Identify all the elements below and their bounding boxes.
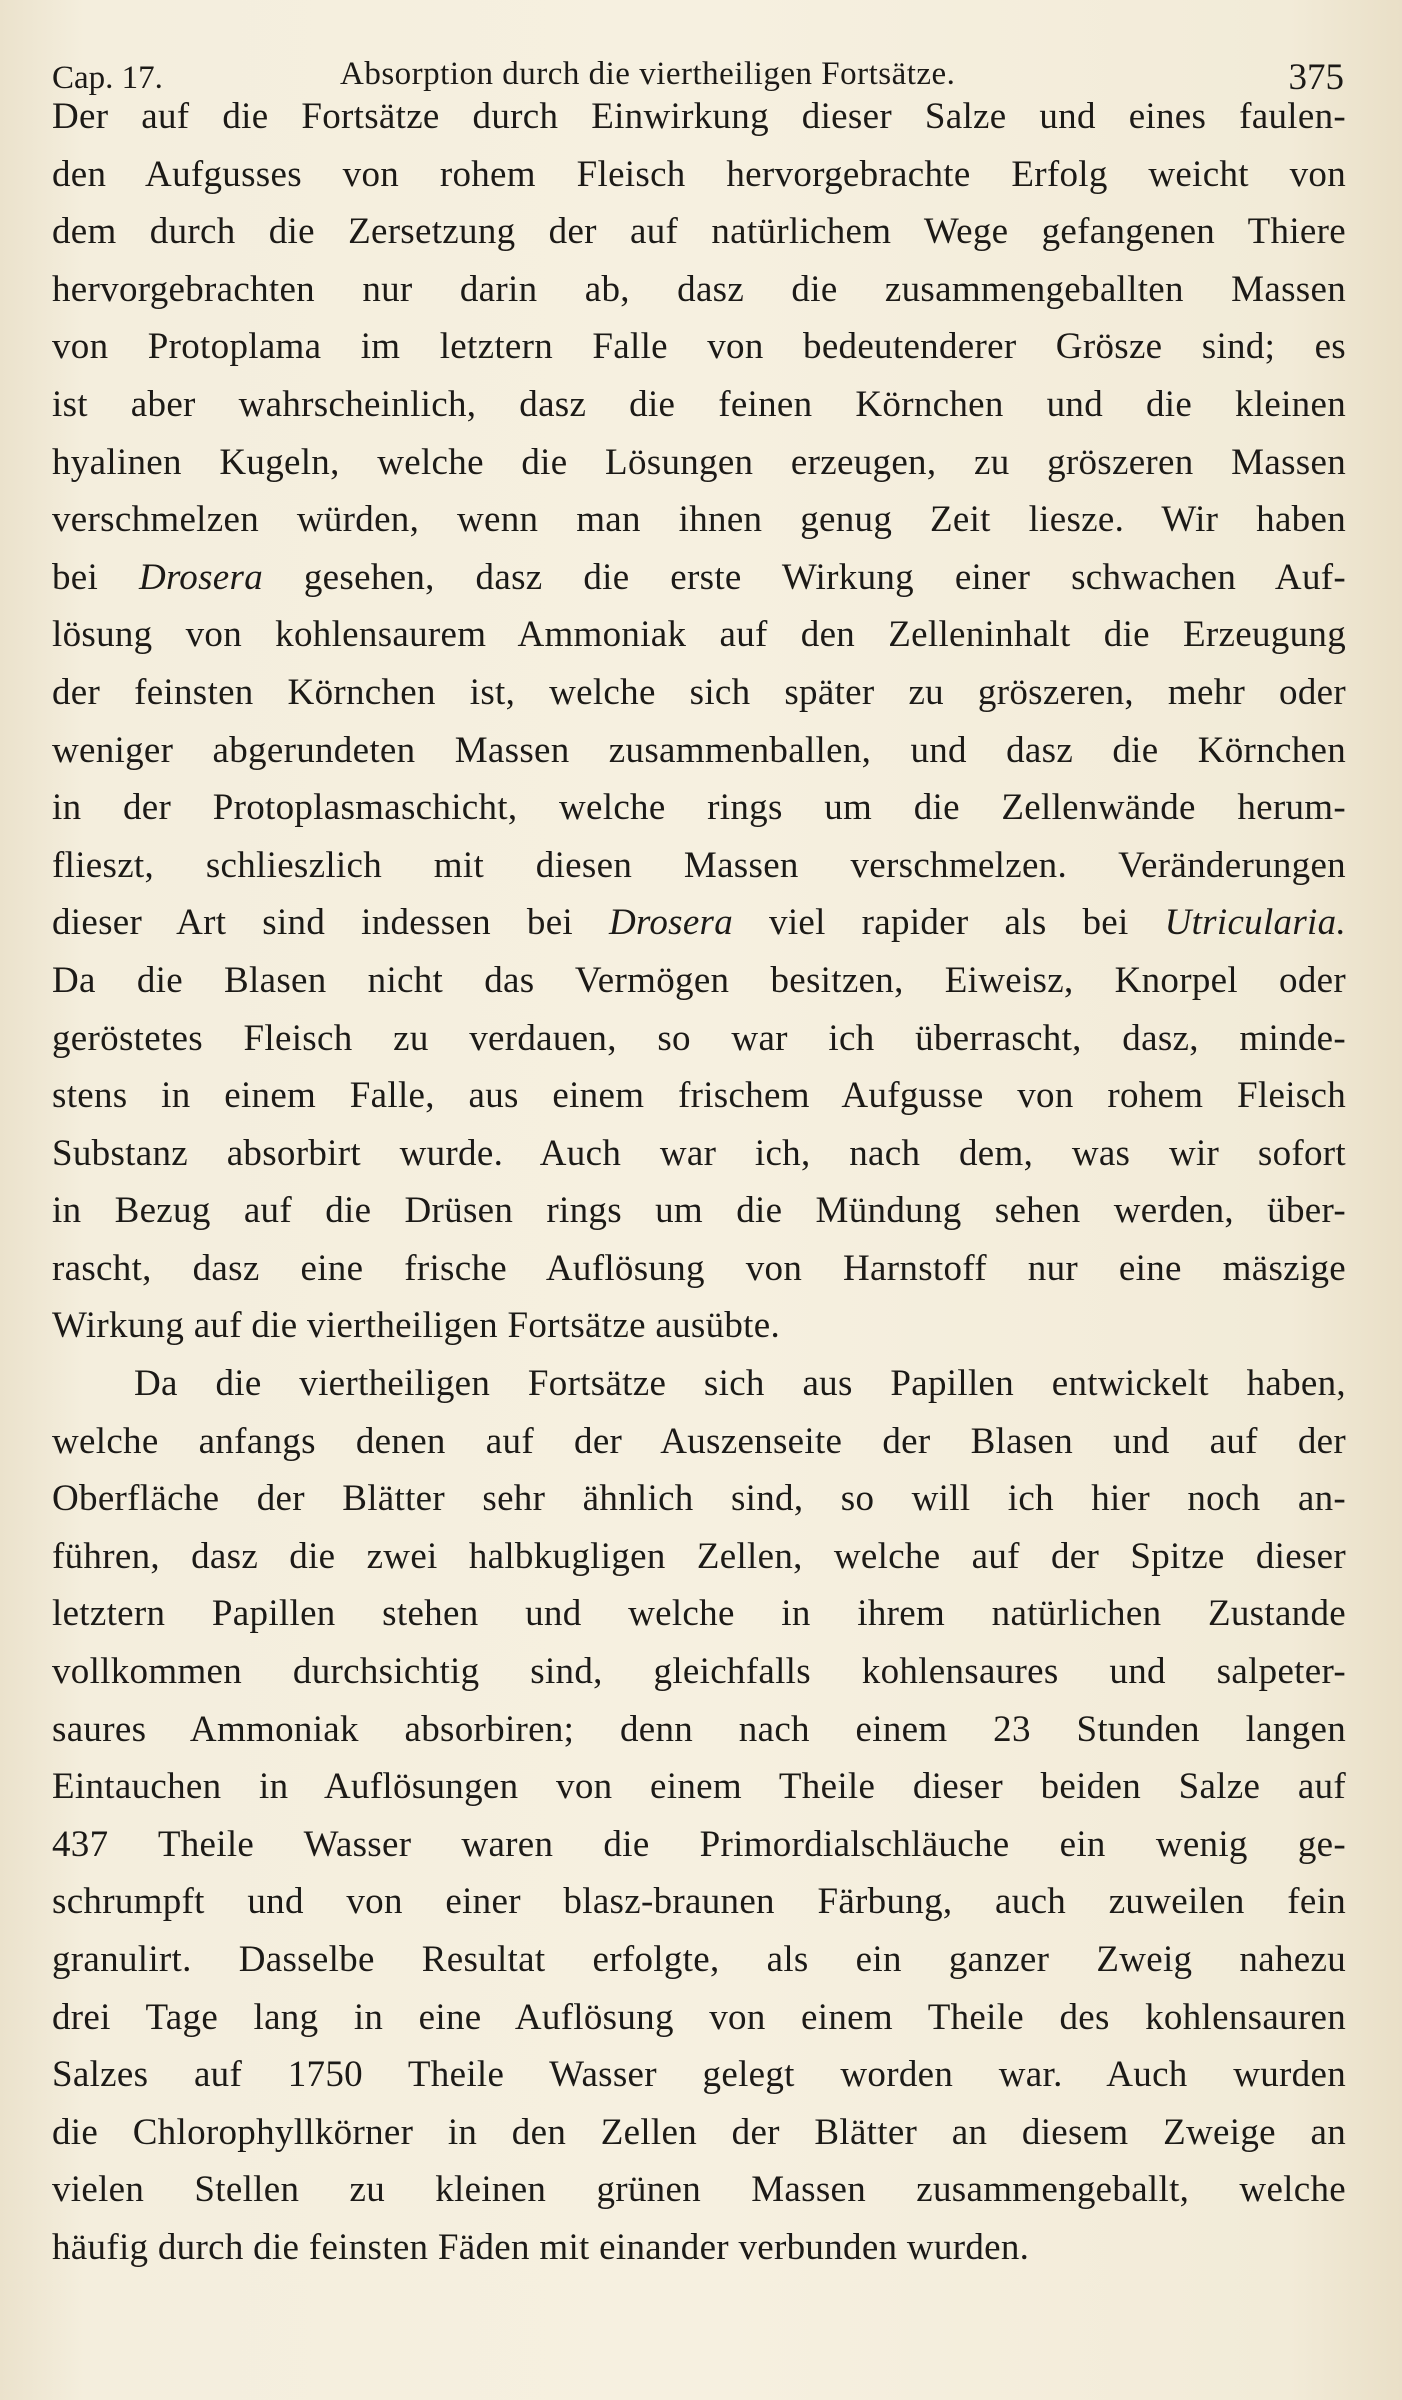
text-line: in Bezug auf die Drüsen rings um die Mündung sehen werden, über- bbox=[52, 1190, 1346, 1232]
page-number: 375 bbox=[1288, 57, 1344, 98]
text-line: lösung von kohlensaurem Ammoniak auf den Zelleninhalt die Erzeugung bbox=[52, 614, 1346, 656]
text-line: bei Drosera gesehen, dasz die erste Wirkung einer schwachen Auf- bbox=[52, 556, 1346, 598]
text-line: stens in einem Falle, aus einem frischem Aufgusse von rohem Fleisch bbox=[52, 1075, 1346, 1117]
text-line: welche anfangs denen auf der Auszenseite der Blasen und auf der bbox=[52, 1420, 1346, 1462]
text-line: hyalinen Kugeln, welche die Lösungen erzeugen, zu gröszeren Massen bbox=[52, 441, 1346, 483]
text-line: der feinsten Körnchen ist, welche sich später zu gröszeren, mehr oder bbox=[52, 671, 1346, 713]
text-line: die Chlorophyllkörner in den Zellen der Blätter an diesem Zweige an bbox=[52, 2111, 1346, 2153]
text-line: häufig durch die feinsten Fäden mit einander verbunden wurden. bbox=[52, 2226, 1030, 2268]
text-line: Der auf die Fortsätze durch Einwirkung dieser Salze und eines faulen- bbox=[52, 96, 1346, 137]
running-title: Absorption durch die viertheiligen Fortsätze. bbox=[340, 56, 956, 92]
text-line: Eintauchen in Auflösungen von einem Theile dieser beiden Salze auf bbox=[52, 1766, 1346, 1808]
text-line: schrumpft und von einer blasz-braunen Färbung, auch zuweilen fein bbox=[52, 1881, 1346, 1923]
text-line: drei Tage lang in eine Auflösung von einem Theile des kohlensauren bbox=[52, 1996, 1346, 2038]
text-line: von Protoplama im letztern Falle von bedeutenderer Grösze sind; es bbox=[52, 326, 1346, 368]
text-line: Salzes auf 1750 Theile Wasser gelegt worden war. Auch wurden bbox=[52, 2054, 1346, 2096]
text-line: granulirt. Dasselbe Resultat erfolgte, als ein ganzer Zweig nahezu bbox=[52, 1939, 1346, 1980]
text-line: saures Ammoniak absorbiren; denn nach einem 23 Stunden langen bbox=[52, 1708, 1346, 1750]
text-line: flieszt, schlieszlich mit diesen Massen verschmelzen. Veränderungen bbox=[52, 844, 1346, 886]
text-line: ist aber wahrscheinlich, dasz die feinen Körnchen und die kleinen bbox=[52, 383, 1346, 425]
text-line: verschmelzen würden, wenn man ihnen genug Zeit liesze. Wir haben bbox=[52, 499, 1346, 541]
italic-term: Utricularia. bbox=[1164, 902, 1346, 944]
text-line: geröstetes Fleisch zu verdauen, so war ich überrascht, dasz, minde- bbox=[52, 1017, 1346, 1059]
body-text bbox=[52, 88, 1346, 2277]
text-line: Substanz absorbirt wurde. Auch war ich, nach dem, was wir sofort bbox=[52, 1132, 1346, 1174]
text-line: Wirkung auf die viertheiligen Fortsätze ausübte. bbox=[52, 1305, 781, 1347]
text-line: vielen Stellen zu kleinen grünen Massen zusammengeballt, welche bbox=[52, 2169, 1346, 2211]
paragraph bbox=[52, 1355, 1346, 2277]
text-line: Oberfläche der Blätter sehr ähnlich sind, so will ich hier noch an- bbox=[52, 1478, 1346, 1520]
text-line: 437 Theile Wasser waren die Primordialschläuche ein wenig ge- bbox=[52, 1823, 1346, 1865]
italic-term: Drosera bbox=[138, 556, 264, 598]
text-line: Da die Blasen nicht das Vermögen besitzen, Eiweisz, Knorpel oder bbox=[52, 959, 1346, 1001]
text-line: führen, dasz die zwei halbkugligen Zellen, welche auf der Spitze dieser bbox=[52, 1535, 1346, 1577]
italic-term: Drosera bbox=[608, 902, 734, 944]
text-line: hervorgebrachten nur darin ab, dasz die zusammengeballten Massen bbox=[52, 268, 1346, 310]
chapter-label: Cap. 17. bbox=[52, 60, 163, 96]
text-line: dem durch die Zersetzung der auf natürlichem Wege gefangenen Thiere bbox=[52, 211, 1346, 253]
text-line: Da die viertheiligen Fortsätze sich aus Papillen entwickelt haben, bbox=[134, 1363, 1346, 1405]
text-line: in der Protoplasmaschicht, welche rings um die Zellenwände herum- bbox=[52, 787, 1346, 829]
paragraph bbox=[52, 88, 1346, 1355]
text-line: letztern Papillen stehen und welche in ihrem natürlichen Zustande bbox=[52, 1593, 1346, 1635]
text-line: vollkommen durchsichtig sind, gleichfalls kohlensaures und salpeter- bbox=[52, 1651, 1346, 1693]
text-line: weniger abgerundeten Massen zusammenballen, und dasz die Körnchen bbox=[52, 729, 1346, 771]
text-line: rascht, dasz eine frische Auflösung von Harnstoff nur eine mäszige bbox=[52, 1247, 1346, 1289]
text-line: dieser Art sind indessen bei Drosera viel rapider als bei Utricularia. bbox=[52, 902, 1346, 944]
text-line: den Aufgusses von rohem Fleisch hervorgebrachte Erfolg weicht von bbox=[52, 153, 1346, 195]
